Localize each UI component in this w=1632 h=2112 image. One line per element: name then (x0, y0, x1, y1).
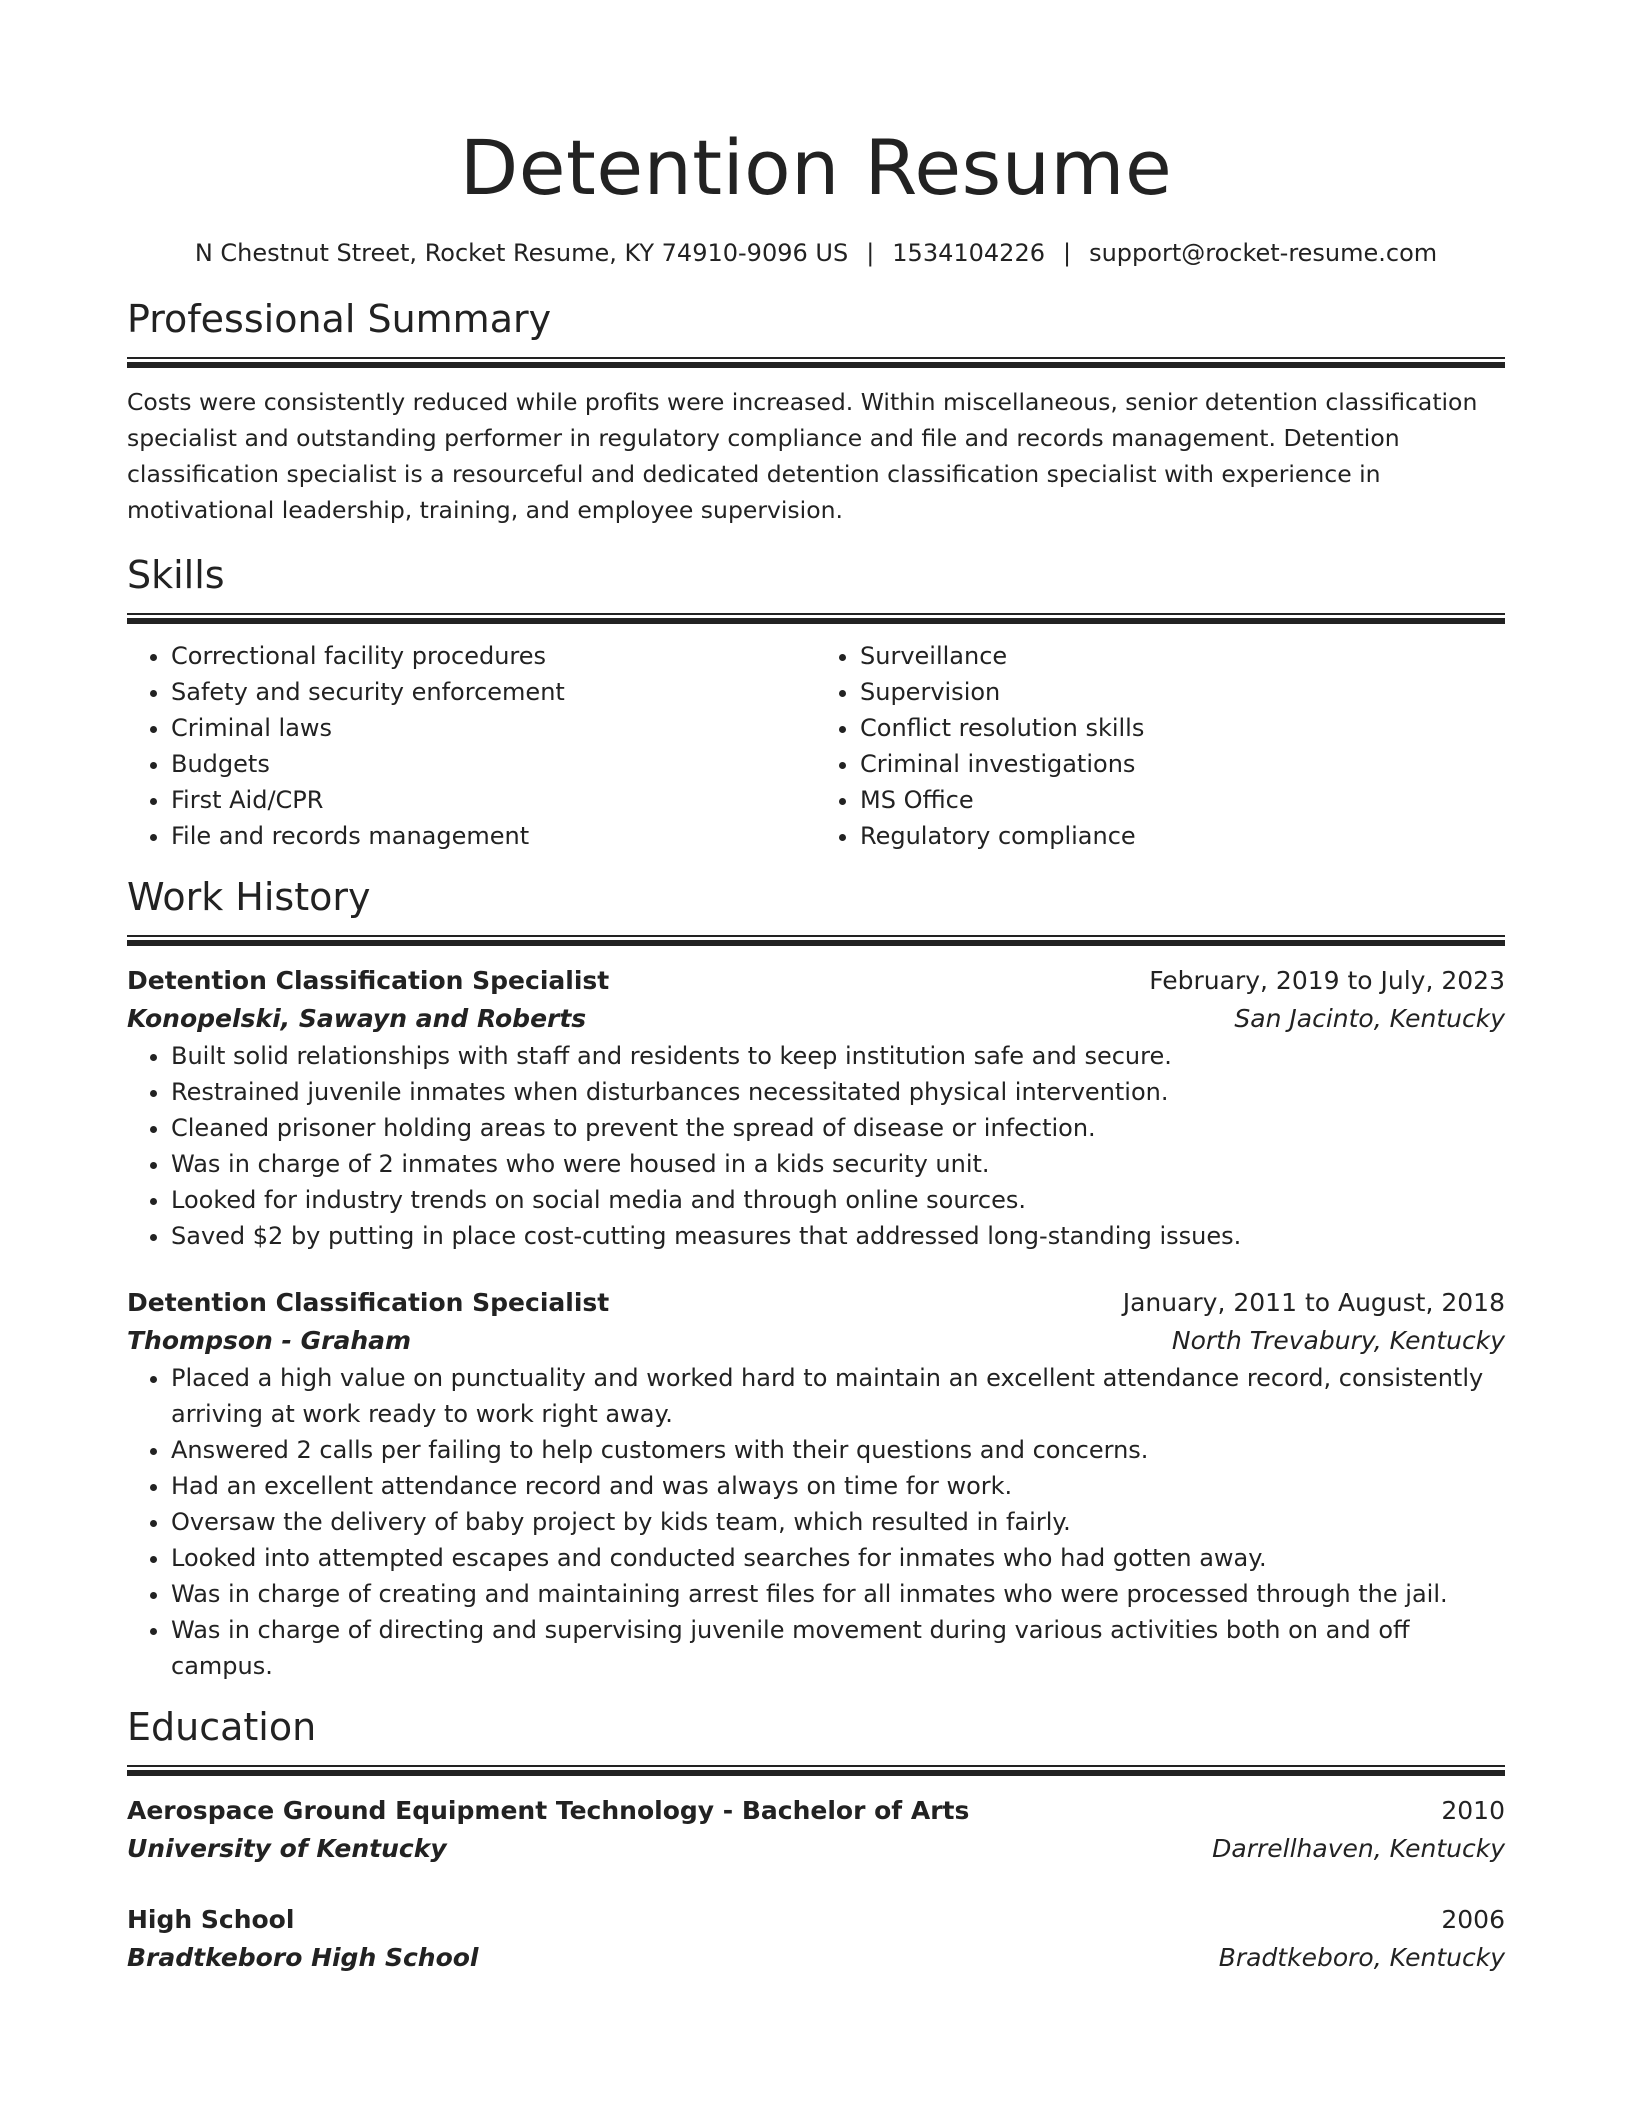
job-company: Konopelski, Sawayn and Roberts (127, 1004, 587, 1033)
contact-phone: 1534104226 (892, 239, 1045, 267)
education-subheader (127, 1830, 1505, 1868)
skill-item: • First Aid/CPR (171, 782, 816, 818)
skill-item: • Correctional facility procedures (171, 638, 816, 674)
job-dates: February, 2019 to July, 2023 (1149, 966, 1505, 995)
job-bullet: • Saved $2 by putting in place cost-cutting measures that addressed long-standing issues. (171, 1218, 1505, 1254)
education-section (127, 1702, 1505, 1977)
job-bullet: • Had an excellent attendance record and was always on time for work. (171, 1468, 1505, 1504)
job-entry (127, 962, 1505, 1254)
education-school: University of Kentucky (127, 1834, 447, 1863)
skill-item: • MS Office (860, 782, 1505, 818)
summary-text: Costs were consistently reduced while profits were increased. Within miscellaneous, senior detention classification specialist and outstanding performer in regulatory compliance and file and records management. Detention classification specialist is a resourceful and dedicated detention classification specialist with experience in motivational leadership, training, and employee supervision. (127, 388, 1478, 524)
job-dates: January, 2011 to August, 2018 (1122, 1288, 1505, 1317)
job-entry (127, 1284, 1505, 1684)
job-bullet: • Looked for industry trends on social media and through online sources. (171, 1182, 1505, 1218)
skill-item: • Supervision (860, 674, 1505, 710)
contact-address: N Chestnut Street, Rocket Resume, KY 74910-9096 US (194, 239, 849, 267)
section-title-work: Work History (127, 875, 371, 919)
resume-name: Detention Resume (459, 123, 1173, 212)
skills-list-left (127, 638, 816, 854)
section-divider (127, 1765, 1505, 1776)
skill-item: • File and records management (171, 818, 816, 854)
job-title: Detention Classification Specialist (127, 1288, 610, 1317)
job-company: Thompson - Graham (127, 1326, 412, 1355)
job-bullet: • Cleaned prisoner holding areas to prevent the spread of disease or infection. (171, 1110, 1505, 1146)
job-bullet: • Looked into attempted escapes and conducted searches for inmates who had gotten away. (171, 1540, 1505, 1576)
skill-item: • Criminal investigations (860, 746, 1505, 782)
job-bullet: • Placed a high value on punctuality and worked hard to maintain an excellent attendance record, consistently arriving at work ready to work right away. (171, 1360, 1505, 1432)
education-header (127, 1901, 1505, 1939)
contact-email: support@rocket-resume.com (1089, 239, 1438, 267)
contact-separator: | (1062, 239, 1072, 267)
skills-columns (127, 638, 1505, 854)
education-year: 2006 (1441, 1905, 1505, 1934)
job-location: North Trevabury, Kentucky (1171, 1326, 1505, 1355)
section-divider (127, 935, 1505, 946)
summary-section (127, 294, 1505, 528)
contact-line (127, 236, 1505, 270)
education-subheader (127, 1939, 1505, 1977)
job-bullet: • Restrained juvenile inmates when disturbances necessitated physical intervention. (171, 1074, 1505, 1110)
skill-item: • Conflict resolution skills (860, 710, 1505, 746)
job-location: San Jacinto, Kentucky (1234, 1004, 1505, 1033)
contact-separator: | (866, 239, 875, 267)
skills-section (127, 550, 1505, 854)
skills-list-right (816, 638, 1505, 854)
education-header (127, 1792, 1505, 1830)
education-entry (127, 1901, 1505, 1977)
job-bullets (127, 1360, 1505, 1684)
section-divider (127, 357, 1505, 368)
job-header (127, 1284, 1505, 1322)
education-degree: High School (127, 1905, 295, 1934)
education-year: 2010 (1441, 1796, 1505, 1825)
education-school: Bradtkeboro High School (127, 1943, 479, 1972)
section-title-education: Education (127, 1705, 317, 1749)
job-subheader (127, 1322, 1505, 1360)
job-subheader (127, 1000, 1505, 1038)
job-bullets (127, 1038, 1505, 1254)
education-location: Darrellhaven, Kentucky (1212, 1834, 1505, 1863)
section-title-summary: Professional Summary (127, 297, 552, 341)
education-location: Bradtkeboro, Kentucky (1218, 1943, 1505, 1972)
section-divider (127, 613, 1505, 624)
job-bullet: • Oversaw the delivery of baby project by kids team, which resulted in fairly. (171, 1504, 1505, 1540)
work-section (127, 872, 1505, 1684)
job-bullet: • Was in charge of 2 inmates who were housed in a kids security unit. (171, 1146, 1505, 1182)
job-title: Detention Classification Specialist (127, 966, 610, 995)
education-entry (127, 1792, 1505, 1868)
education-degree: Aerospace Ground Equipment Technology - Bachelor of Arts (127, 1796, 970, 1825)
skill-item: • Criminal laws (171, 710, 816, 746)
job-header (127, 962, 1505, 1000)
skill-item: • Budgets (171, 746, 816, 782)
skill-item: • Surveillance (860, 638, 1505, 674)
skill-item: • Regulatory compliance (860, 818, 1505, 854)
job-bullet: • Answered 2 calls per failing to help customers with their questions and concerns. (171, 1432, 1505, 1468)
job-bullet: • Built solid relationships with staff and residents to keep institution safe and secure. (171, 1038, 1505, 1074)
section-title-skills: Skills (127, 553, 225, 597)
skill-item: • Safety and security enforcement (171, 674, 816, 710)
job-bullet: • Was in charge of directing and supervising juvenile movement during various activities both on and off campus. (171, 1612, 1505, 1684)
job-bullet: • Was in charge of creating and maintaining arrest files for all inmates who were processed through the jail. (171, 1576, 1505, 1612)
